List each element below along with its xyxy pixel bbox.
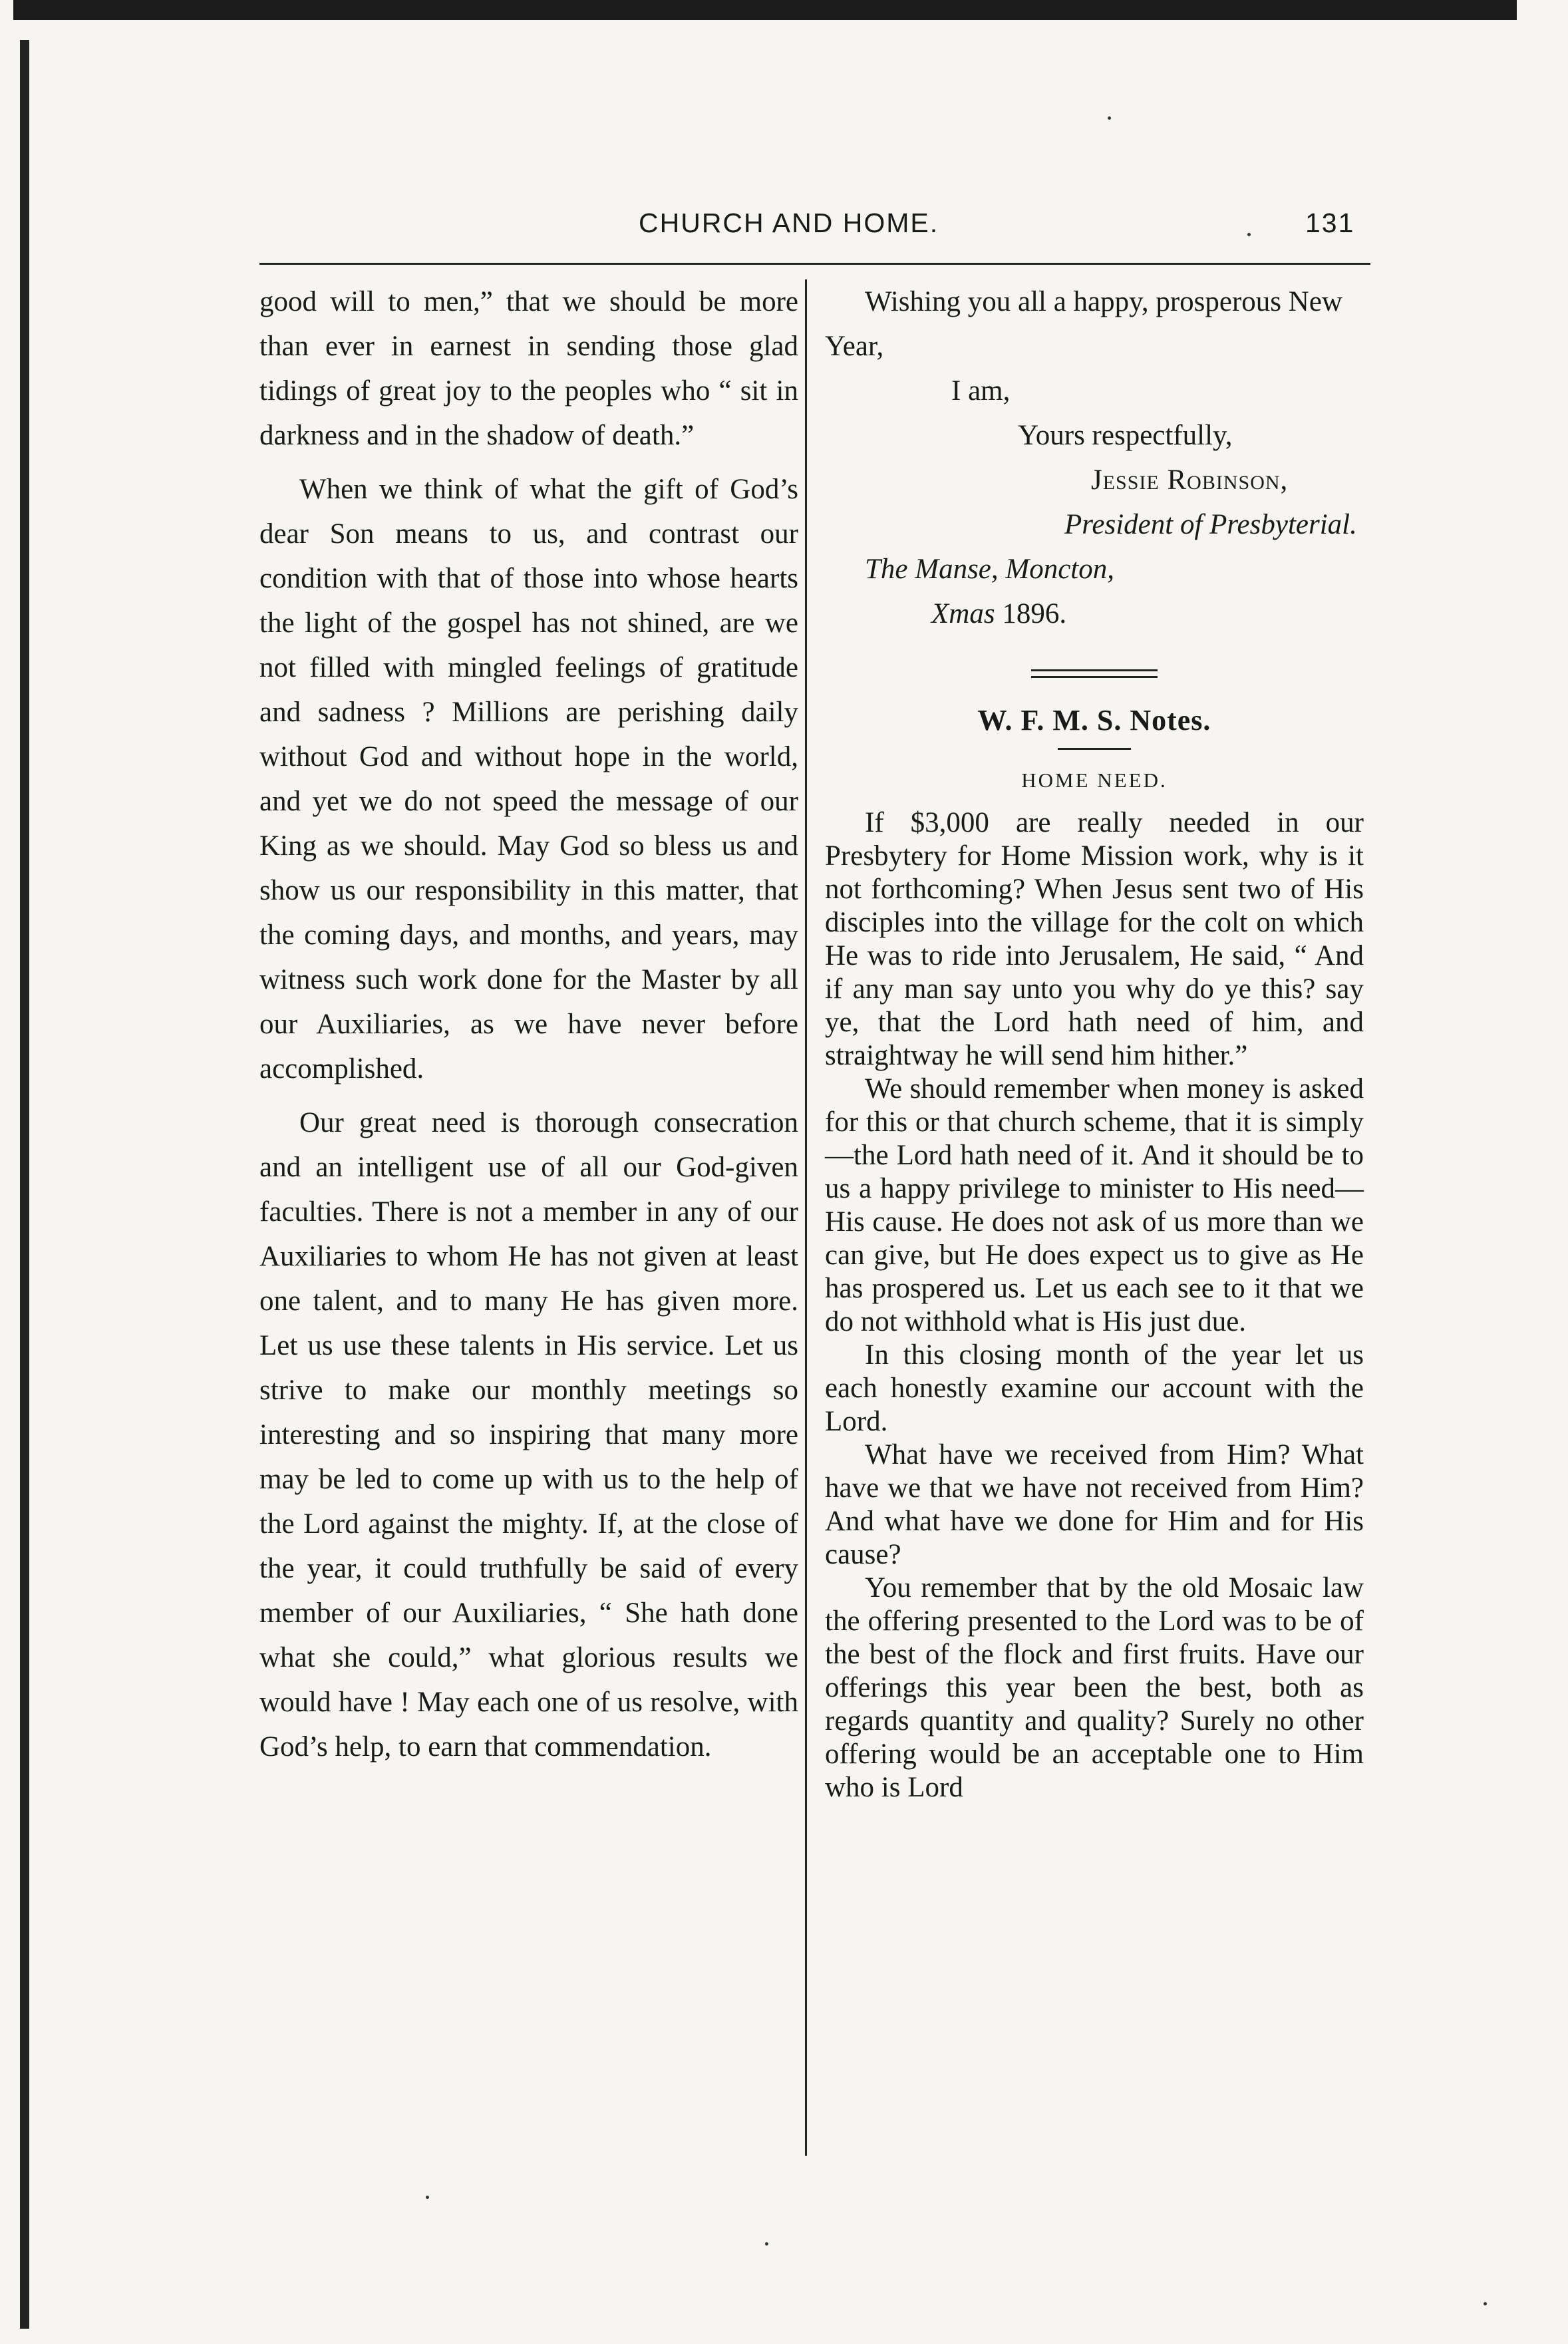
date-year: 1896. — [1002, 598, 1067, 629]
right-column — [825, 279, 1364, 1804]
notes-paragraph-4: What have we received from Him? What have we that we have not received from Him? And what have we done for Him and for His cause? — [825, 1439, 1364, 1570]
header-rule — [259, 263, 1370, 265]
left-column — [259, 279, 798, 1778]
signer-name: Jessie Robinson, — [1091, 464, 1289, 496]
letter-place: The Manse, Moncton, — [865, 554, 1114, 585]
notes-paragraph-5: You remember that by the old Mosaic law the offering presented to the Lord was to be of the best of the flock and first fruits. Have our offerings this year been the best, both as regards quantity and quality? Surely no other offering would be an acceptable one to Him who is Lord — [825, 1572, 1364, 1803]
left-paragraph-3: Our great need is thorough consecration and an intelligent use of all our God-given faculties. There is not a member in any of our Auxiliaries to whom He has not given at least one talent, and to many He has given more. Let us use these talents in His service. Let us strive to make our monthly meetings so interesting and so inspiring that many more may be led to come up with us to the help of the Lord against the mighty. If, at the close of the year, it could truthfully be said of every member of our Auxiliaries, “ She hath done what she could,” what glorious results we would have ! May each one of us resolve, with God’s help, to earn that commendation. — [259, 1107, 798, 1762]
closing-i-am: I am, — [951, 375, 1011, 407]
letter-date — [825, 591, 1364, 636]
left-border-rule — [20, 40, 29, 2329]
left-paragraph-2: When we think of what the gift of God’s dear Son means to us, and contrast our condition with that of those into whose hearts the light of the gospel has not shined, are we not filled with mingled feelings of gratitude and sadness ? Millions are perishing daily without God and without hope in the world, and yet we do not speed the message of our King as we should. May God so bless us and show us our responsibility in this matter, that the coming days, and months, and years, may witness such work done for the Master by all our Auxiliaries, as we have never before accomplished. — [259, 474, 798, 1085]
letter-closing — [825, 279, 1364, 636]
subsection-title: HOME NEED. — [1021, 768, 1168, 792]
scan-speck — [426, 2196, 429, 2199]
scan-speck — [765, 2242, 768, 2246]
notes-paragraph-3: In this closing month of the year let us each honestly examine our account with the Lord. — [825, 1339, 1364, 1437]
notes-paragraph-1: If $3,000 are really needed in our Presbytery for Home Mission work, why is it not forthcoming? When Jesus sent two of His disciples into the village for the colt on which He was to ride into Jerusalem, He said, “ And if any man say unto you why do ye this? say ye, that the Lord hath need of him, and straightway he will send him hither.” — [825, 807, 1364, 1071]
closing-salutation: Wishing you all a happy, prosperous New Year, — [825, 286, 1342, 362]
section-separator — [1031, 669, 1158, 678]
section-title-rule — [1058, 748, 1131, 750]
scan-speck — [1247, 233, 1251, 236]
top-border-rule — [13, 0, 1517, 20]
scan-speck — [1484, 2302, 1487, 2305]
left-paragraph-1: good will to men,” that we should be more than ever in earnest in sending those glad tidings of great joy to the peoples who “ sit in darkness and in the shadow of death.” — [259, 286, 798, 451]
notes-paragraph-2: We should remember when money is asked for this or that church scheme, that it is simply—the Lord hath need of it. And it should be to us a happy privilege to minister to His need—His cause. He does not ask of us more than we can give, but He does expect us to give as He has prospered us. Let us each see to it that we do not withhold what is His just due. — [825, 1073, 1364, 1337]
section-title: W. F. M. S. Notes. — [977, 704, 1211, 737]
scan-speck — [1108, 116, 1111, 120]
running-header-title: CHURCH AND HOME. — [639, 208, 939, 238]
page-number: 131 — [1305, 208, 1355, 238]
signer-title: President of Presbyterial. — [1064, 509, 1357, 540]
closing-yours: Yours respectfully, — [1018, 420, 1233, 451]
column-divider — [805, 279, 807, 2156]
notes-body — [825, 806, 1364, 1804]
date-word: Xmas — [931, 598, 995, 629]
